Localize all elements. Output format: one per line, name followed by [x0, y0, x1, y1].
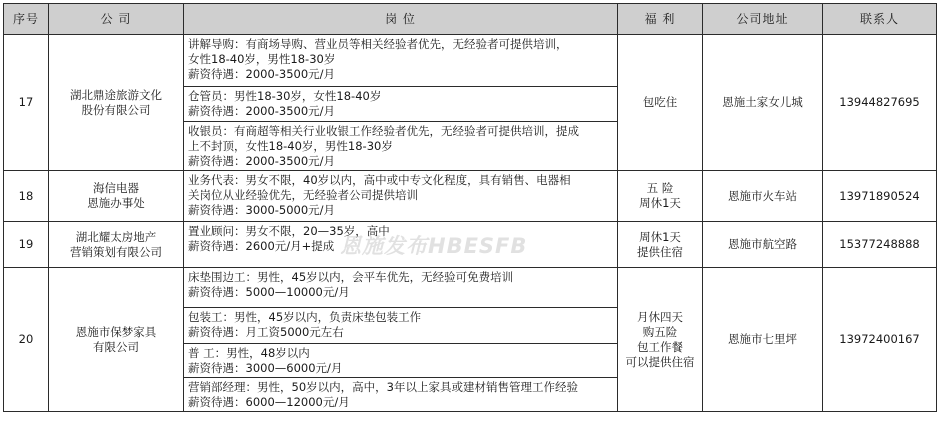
header-no: 序号	[4, 4, 49, 35]
position-cell-line: 薪资待遇：3000—6000元/月	[188, 361, 343, 375]
position-cell	[184, 87, 618, 122]
position-cell-line: 营销部经理：男性，50岁以内，高中，3年以上家具或建材销售管理工作经验	[188, 380, 578, 394]
welfare-cell-line: 可以提供住宿	[625, 354, 695, 369]
position-cell-line: 收银员：有商超等相关行业收银工作经验者优先，无经验者可提供培训，提成	[188, 124, 579, 138]
company-name	[49, 35, 184, 171]
row-number: 20	[4, 268, 49, 412]
position-cell-line: 置业顾问：男女不限，20—35岁，高中	[188, 224, 390, 238]
position-cell-line: 仓管员：男性18-30岁，女性18-40岁	[188, 89, 382, 103]
position-cell-line: 薪资待遇：3000-5000元/月	[188, 203, 336, 217]
header-address: 公司地址	[703, 4, 823, 35]
company-name	[49, 222, 184, 268]
address-cell: 恩施土家女儿城	[703, 35, 823, 171]
contact-cell: 13944827695	[823, 35, 937, 171]
position-cell-line: 薪资待遇：6000—12000元/月	[188, 395, 350, 409]
company-name-line: 恩施市保梦家具	[75, 324, 157, 339]
position-cell-line: 薪资待遇：5000—10000元/月	[188, 285, 350, 299]
table-body	[4, 35, 937, 412]
position-cell	[184, 308, 618, 344]
position-cell-line: 业务代表：男女不限，40岁以内，高中或中专文化程度，具有销售、电器相	[188, 173, 571, 187]
header-position: 岗 位	[184, 4, 618, 35]
header-company: 公 司	[49, 4, 184, 35]
company-name	[49, 268, 184, 412]
address-cell: 恩施市航空路	[703, 222, 823, 268]
welfare-cell	[618, 222, 703, 268]
position-cell	[184, 171, 618, 222]
company-name-line: 海信电器	[93, 181, 139, 195]
welfare-cell-line: 周休1天	[639, 229, 681, 244]
position-cell-line: 薪资待遇：2000-3500元/月	[188, 67, 336, 81]
welfare-cell	[618, 35, 703, 171]
welfare-cell-line: 周休1天	[639, 196, 681, 210]
job-table	[3, 3, 937, 412]
welfare-cell-line: 包工作餐	[637, 339, 683, 354]
table-row	[4, 222, 937, 268]
table-row	[4, 35, 937, 87]
position-cell-line: 薪资待遇：2000-3500元/月	[188, 104, 336, 118]
company-name	[49, 171, 184, 222]
position-cell	[184, 122, 618, 171]
contact-cell: 15377248888	[823, 222, 937, 268]
row-number: 17	[4, 35, 49, 171]
contact-cell: 13972400167	[823, 268, 937, 412]
welfare-cell-line: 五 险	[646, 181, 674, 195]
position-cell-line: 普 工：男性，48岁以内	[188, 346, 310, 360]
welfare-cell-line: 购五险	[642, 324, 678, 339]
table-row	[4, 171, 937, 222]
position-cell	[184, 378, 618, 412]
welfare-cell-line: 月休四天	[637, 309, 683, 324]
position-cell-line: 讲解导购：有商场导购、营业员等相关经验者优先，无经验者可提供培训，	[188, 37, 568, 51]
row-number: 18	[4, 171, 49, 222]
company-name-line: 湖北鼎途旅游文化	[70, 87, 162, 102]
address-cell: 恩施市七里坪	[703, 268, 823, 412]
position-cell-line: 薪资待遇：月工资5000元左右	[188, 325, 344, 339]
welfare-cell-line: 提供住宿	[637, 244, 683, 259]
address-cell: 恩施市火车站	[703, 171, 823, 222]
company-name-line: 湖北耀太房地产	[75, 229, 157, 244]
position-cell	[184, 35, 618, 87]
table-row	[4, 268, 937, 308]
row-number: 19	[4, 222, 49, 268]
header-welfare: 福 利	[618, 4, 703, 35]
contact-cell: 13971890524	[823, 171, 937, 222]
company-name-line: 营销策划有限公司	[70, 244, 162, 259]
position-cell	[184, 344, 618, 378]
header-contact: 联系人	[823, 4, 937, 35]
company-name-line: 恩施办事处	[87, 196, 145, 210]
position-cell-line: 上不封顶，女性18-40岁，男性18-30岁	[188, 139, 393, 153]
position-cell-line: 女性18-40岁，男性18-30岁	[188, 52, 336, 66]
welfare-cell	[618, 171, 703, 222]
position-cell-line: 关岗位从业经验优先，无经验者公司提供培训	[188, 188, 418, 202]
welfare-cell-line: 包吃住	[642, 95, 678, 109]
welfare-cell	[618, 268, 703, 412]
position-cell-line: 薪资待遇：2600元/月+提成	[188, 239, 335, 253]
position-cell-line: 包装工：男性，45岁以内，负责床垫包装工作	[188, 310, 422, 324]
position-cell-line: 床垫围边工：男性，45岁以内，会平车优先，无经验可免费培训	[188, 270, 514, 284]
company-name-line: 股份有限公司	[81, 102, 151, 117]
position-cell-line: 薪资待遇：2000-3500元/月	[188, 154, 336, 168]
header-row	[4, 4, 937, 35]
company-name-line: 有限公司	[93, 339, 139, 354]
watermark: 恩施发布HBESFB	[340, 234, 528, 258]
position-cell	[184, 268, 618, 308]
position-cell	[184, 222, 618, 268]
